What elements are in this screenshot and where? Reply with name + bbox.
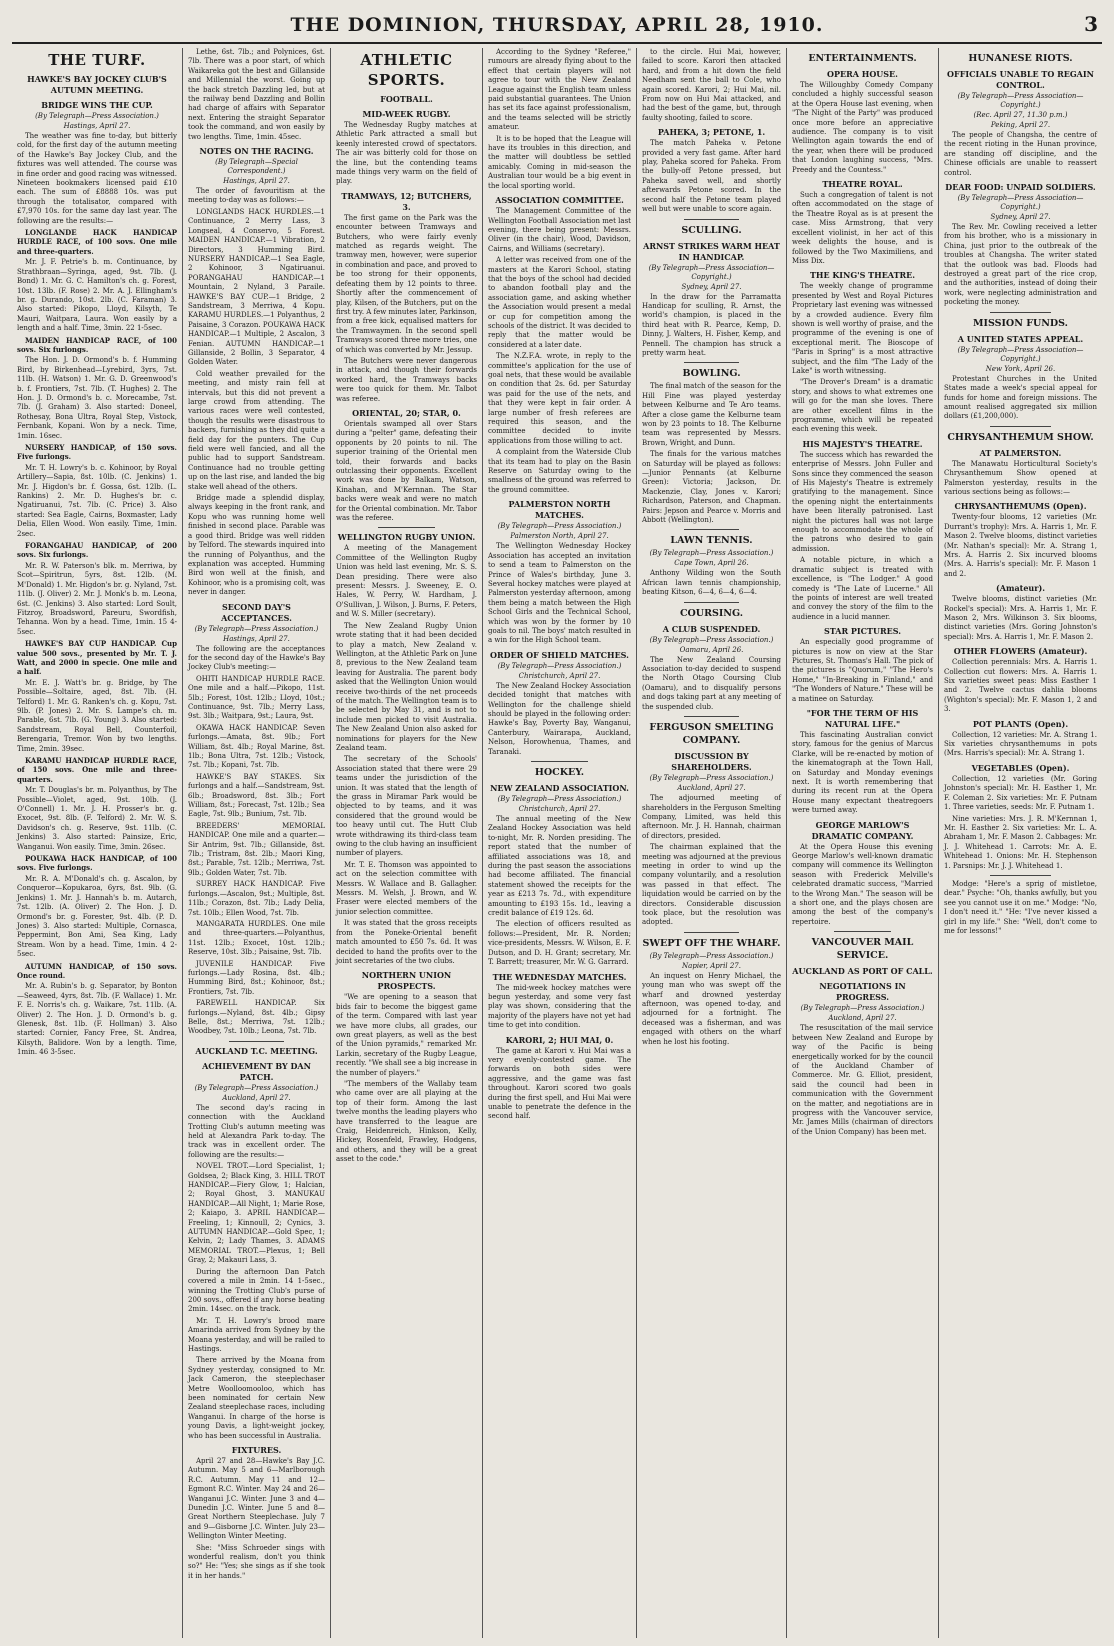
paragraph: Mr. J. F. Petrie's b. m. Continuance, by Strathbraan—Syringa, aged, 9st. 7lb. (J. Bond) 1. Mr. G. C. Hamilton's ch. g. Forest, 10st. 13lb. (F. Rose) 2. Mr. A. J. Ellingham's br. g. Durando, 10st. 2lb. (C. Faraman) 3. Also started: Pikopo, Lloyd, Kilsyth, Te Mauri, Waitpara, Laura. Won easily by a length and a half. Time, 3min. 22 1-5sec. [17,258,177,333]
article-subheading: OFFICIALS UNABLE TO REGAIN CONTROL. [947,69,1094,90]
column-7 [938,48,1102,1638]
byline: (By Telegraph—Press Association—Copyright.) [957,92,1084,109]
paragraph: Collection perennials: Mrs. A. Harris 1. Collection cut flowers: Mrs. A. Harris 1. Six varieties sweet peas: Miss Easther 1 and 2. Twelve cactus dahlia blooms (Wighton's special): Mr. F. Mason 1, 2 and 3. [944,658,1097,714]
paragraph: She: "Miss Schroeder sings with wonderful realism, don't you think so?" He: "Yes; she sings as if she took it in her hands." [188,1543,325,1580]
column-2 [182,48,330,1638]
article-subheading: DISCUSSION BY SHAREHOLDERS. [671,751,752,773]
paragraph: An especially good programme of pictures is now on view at the Star Pictures, St. Thomas's Hall. The pick of the pictures is "Quorum," "The Hero's Home," "In-Breaking in Finland," and "The Wonders of Nature." These will be a matinee on Saturday. [792,638,933,703]
paragraph: Protestant Churches in the United States made a week's special appeal for funds for home and foreign missions. The amount realised aggregated six million dollars (£1,200,000). [944,374,1097,421]
article-subheading: POT PLANTS (Open). [972,718,1069,729]
article-heading: SECOND DAY'S ACCEPTANCES. [221,601,292,623]
article-heading: THE WEDNESDAY MATCHES. [492,971,627,982]
race-title: NURSERY HANDICAP, of 150 sovs. Five furlongs. [17,443,177,462]
dateline: Auckland, April 27. [828,1014,897,1023]
paragraph: The Wellington Wednesday Hockey Association has accepted an invitation to send a team to Palmerston on the Prince of Wales's birthday, June 3. Several hockey matches were played at Palmerston yesterday afternoon, among them being a match between the High School Girls and the Technical School, which was won by the former by 10 goals to nil. The boys' match resulted in a win for the High School team. [488,542,631,645]
paragraph: The order of favouritism at the meeting to-day was as follows:— [188,187,325,205]
paragraph: OHITI HANDICAP HURDLE RACE. One mile and a half.—Pikopo, 11st. 5lb.; Forest, 10st. 12lb.; Lloyd, 10st.; Continuance, 9st. 7lb.; Merry Lass, 9st. 3lb.; Waitpara, 9st.; Laura, 9st. [188,674,325,721]
paragraph: The weather was fine to-day, but bitterly cold, for the first day of the autumn meeting of the Hawke's Bay Jockey Club, and the fixtures was well attended. The course was in fine order and good racing was witnessed. Nineteen bookmakers licensed paid £10 each. The sum of £8888 10s. was put through the totalisator, compared with £7,970 10s. for the same day last year. The following are the results:— [17,132,177,225]
dateline: Auckland, April 27. [222,1093,291,1102]
paragraph: The New Zealand Rugby Union wrote stating that it had been decided to play a match, New Zealand v. Wellington, at the Athletic Park on June 8, previous to the New Zealand team leaving for Australia. The parent body asked that the Wellington Union would receive two-thirds of the net proceeds of the match. The Wellington team is to be selected by May 31, and is not to include men picked to visit Australia. The New Zealand Union also asked for nominations for players for the New Zealand team. [336,621,477,752]
column-1 [12,48,182,1638]
paragraph: The finals for the various matches on Saturday will be played as follows:—Junior Pennants (at Kelburne Green): Victoria; Jackson, Dr. Mackenzie, Clay, Jones v. Karori; Richardson, Paterson, and Chapman. Pairs: Jepson and Pearce v. Morris and Abbott (Wellington). [642,450,781,525]
dateline: Peking, April 27. [990,121,1051,129]
divider [684,362,740,363]
dateline: New York, April 26. [985,364,1056,373]
article-heading: THEATRE ROYAL. [822,179,903,190]
article-heading: HIS MAJESTY'S THEATRE. [802,438,923,449]
article-heading: PALMERSTON NORTH MATCHES. [508,499,611,521]
paragraph: The Management Committee of the Wellington Football Association met last evening, there being present: Messrs. Oliver (in the chair), Wood, Davidson, Cairns, and Williams (secretary). [488,207,631,253]
article-heading: KARORI, 2; HUI MAI, 0. [505,1034,614,1045]
paragraph: Cold weather prevailed for the meeting, and misty rain fell at intervals, but this did not prevent a large crowd from attending. The various races were well contested, though the results were disastrous to backers, furnishing as they did quite a field day for the punters. The Cup field were well fancied, and all the public had to support Sandstream. Continuance had no trouble getting up on the last rise, and landed the big stake well ahead of the others. [188,369,325,491]
paragraph: The Butchers were never dangerous in attack, and though their forwards worked hard, the Tramways backs were too quick for them. Mr. Talbot was referee. [336,356,477,403]
paragraph: During the afternoon Dan Patch covered a mile in 2min. 14 1-5sec., winning the Trotting Club's purse of 200 sovs., offered if any horse beating 2min. 14sec. on the track. [188,1267,325,1314]
byline: (By Telegraph—Press Association.) [649,549,774,558]
article-heading: ORDER OF SHIELD MATCHES. [490,649,629,660]
paragraph: April 27 and 28—Hawke's Bay J.C. Autumn. May 5 and 6—Marlborough R.C. Autumn. May 11 and 12—Egmont R.C. Winter. May 24 and 26—Wanganui J.C. Winter. June 3 and 4—Dunedin J.C. Winter. June 5 and 8—Great Northern Steeplechase. July 7 and 9—Gisborne J.C. Winter. July 23—Wellington Winter Meeting. [188,1457,325,1541]
article-subheading: VEGETABLES (Open). [971,762,1070,773]
divider [378,527,434,528]
paragraph: An inquest on Henry Michael, the young man who was swept off the wharf and drowned yesterday afternoon, was opened to-day, and adjourned for a fortnight. The deceased was a fisherman, and was engaged with others on the wharf when he lost his footing. [642,971,781,1046]
article-subheading: NEGOTIATIONS IN PROGRESS. [819,981,906,1003]
divider [684,529,740,530]
column-5 [636,48,786,1638]
divider [990,426,1051,427]
paragraph: The Willoughby Comedy Company concluded a highly successful season at the Opera House last evening, when "The Night of the Party" was produced once more before an appreciative audience. The company is to visit Wellington again towards the end of the year, when there will be produced that London laughing success, "Mrs. Preedy and the Countess." [792,81,933,174]
paragraph: The Rev. Mr. Cowling received a letter from his brother, who is a missionary in China, just prior to the outbreak of the troubles at Changsha. The writer stated that the outlook was bad. Floods had destroyed a great part of the rice crop, and the authorities, instead of doing their work, were neglecting administration and pocketing the money. [944,223,1097,307]
byline: (By Telegraph—Press Association.) [800,1004,925,1013]
article-heading: HOCKEY. [534,767,585,778]
dateline: Auckland, April 27. [677,784,746,793]
article-heading: OPERA HOUSE. [827,69,898,79]
divider [684,602,740,603]
paragraph: The people of Changsha, the centre of the recent rioting in the Hunan province, are standing off discipline, and the Chinese officials are unable to reassert control. [944,131,1097,177]
race-title: POUKAWA HACK HANDICAP, of 100 sovs. Five furlongs. [17,854,177,873]
paragraph: The New Zealand Hockey Association decided tonight that matches with Wellington for the challenge shield should be played in the following order: Hawke's Bay, Poverty Bay, Wanganui, Canterbury, Wairarapa, Auckland, Nelson, Horowhenua, Thames, and Taranaki. [488,681,631,756]
paragraph: The Wednesday Rugby matches at Athletic Park attracted a small but keenly interested crowd of spectators. The air was bitterly cold for those on the line, but the contending teams made things very warm on the field of play. [336,121,477,186]
divider [684,219,740,220]
race-title: MAIDEN HANDICAP RACE, of 100 sovs. Six furlongs. [17,335,177,354]
paragraph: LONGLANDS HACK HURDLES.—1 Continuance, 2 Merry Lass, 3 Longseal, 4 Conservo, 5 Forest. MAIDEN HANDICAP.—1 Vibration, 2 Directors, 3 Humming Bird. NURSERY HANDICAP.—1 Sea Eagle, 2 Kohinoor, 3 Ngatiruanui. PORANGAHAU HANDICAP.—1 Mountain, 2 Nyland, 3 Paraile. HAWKE'S BAY CUP.—1 Bridge, 2 Sandstream, 3 Merriwa, 4 Kopu. KARAMU HURDLES.—1 Polyanthus, 2 Paisaine, 3 Corazon. POUKAWA HACK HANDICAP.—1 Multiple, 2 Ascalon, 3 Fenian. AUTUMN HANDICAP.—1 Gillanside, 2 Bollin, 3 Separator, 4 Golden Water. [188,207,325,367]
paragraph: HAWKE'S BAY STAKES. Six furlongs and a half.—Sandstream, 9st. 6lb.; Broadsword, 8st. 3lb.; Fort William, 8st.; Forecast, 7st. 12lb.; Sea Eagle, 7st. 9lb.; Bunium, 7st. 7lb. [188,772,325,819]
paragraph: The Hon. J. D. Ormond's b. f. Humming Bird, by Birkenhead—Lyrebird, 3yrs, 7st. 11lb. (H. Watson) 1. Mr. G. D. Greenwood's b. f. Frontiers, 7st. 7lb. (T. Hughes) 2. The Hon. J. D. Ormond's b. c. Morecambe, 7st. 7lb. (J. Graham) 3. Also started: Doneel, Rothesay, Bona Ultra, Royal Step, Vistock, Fernbank, Kopani. Won by a neck. Time, 1min. 16sec. [17,356,177,440]
paragraph: Mr. T. E. Thomson was appointed to act on the selection committee with Messrs. W. Wallace and B. Gallagher. Messrs. M. Welsh, J. Brown, and W. Fraser were elected members of the junior selection committee. [336,860,477,916]
paragraph: The N.Z.F.A. wrote, in reply to the committee's application for the use of goal nets, that these would be available on condition that 2s. 6d. per Saturday was paid for the use of the nets, and that they were kept in fair order. A large number of fresh referees are required this season, and the committee decided to invite applications from those willing to act. [488,352,631,445]
paragraph: Nine varieties: Mrs. J. R. M'Kernnan 1, Mr. H. Easther 2. Six varieties: Mr. L. A. Abraham 1, Mr. F. Mason 2. Cabbages: Mr. J. J. Whitehead 1. Carrots: Mr. A. E. Whitehead 1. Onions: Mr. H. Stephenson 1. Parsnips: Mr. J. J. Whitehead 1. [944,814,1097,870]
article-subheading: NEW ZEALAND ASSOCIATION. [490,783,629,793]
article-heading: WELLINGTON RUGBY UNION. [337,532,476,543]
article-heading: HAWKE'S BAY JOCKEY CLUB'S AUTUMN MEETING. [27,74,167,95]
paragraph: The resuscitation of the mail service between New Zealand and Europe by way of the Pacific is being energetically worked for by the council of the Auckland Chamber of Commerce. Mr. G. Elliot, president, said the council had been in communication with the Government on the matter, and negotiations are in progress with the Vancouver service, Mr. James Mills (chairman of directors of the Union Company) has been met. [792,1024,933,1136]
divider [834,931,890,932]
byline: (By Telegraph—Special Correspondent.) [215,158,298,176]
article-heading: ORIENTAL, 20; STAR, 0. [352,407,461,418]
byline: (By Telegraph—Press Association.) [35,112,159,120]
columns [12,48,1102,1638]
divider [684,716,740,717]
paragraph: The weekly change of programme presented by West and Royal Pictures Proprietary last evening was witnessed by a crowded audience. Every film shown is well worthy of praise, and the programme of the evening is one of exceptional merit. The Bioscope of "Paris in Spring" is a most attractive subject, and the film "The Lady of the Lake" is worth witnessing. [792,282,933,375]
paragraph: The second day's racing in connection with the Auckland Trotting Club's autumn meeting was held at Alexandra Park to-day. The track was in excellent order. The following are the results:— [188,1103,325,1159]
column-6 [786,48,938,1638]
paragraph: A notable picture, in which a dramatic subject is treated with excellence, is "The Lodger." A good comedy is "The Late of Lucerne." All the points of interest are well treated and convey the story of the film to the audience in a lucid manner. [792,556,933,621]
article-heading: FIXTURES. [231,1445,282,1455]
article-heading: PAHEKA, 3; PETONE, 1. [657,127,766,138]
article-heading: BOWLING. [682,368,741,380]
paragraph: The chairman explained that the meeting was adjourned at the previous meeting in order to wind up the company voluntarily, and a resolution was passed in that effect. The liquidation would be carried on by the directors. Considerable discussion took place, but the resolution was adopted. [642,843,781,927]
paragraph: Such a congregation of talent is not often accommodated on the stage of the Theatre Royal as is at present the case. Miss Armstrong, that very excellent violinist, in her act of this week delights the house, and is followed by the Two Maximiliens, and Miss Dix. [792,191,933,265]
paragraph: Mr. E. J. Watt's br. g. Bridge, by The Possible—Soltaire, aged, 8st. 7lb. (H. Telford) 1. Mr. G. Ranken's ch. g. Kopu, 7st. 9lb. (P. Jones) 2. Mr. S. Lampe's ch. m. Parable, 6st. 7lb. (G. Young) 3. Also started: Sandstream, Royal Bell, Counterfoil, Berengaria, Tremor. Won by two lengths. Time, 2min. 39sec. [17,678,177,753]
paragraph: "We are opening to a season that bids fair to become the biggest game of the term. Compared with last year we have more clubs, all grades, our own great players, as well as the best of the Union pyramids," remarked Mr. Larkin, secretary of the Rugby League, recently. "We shall see a big increase in the number of players." [336,993,477,1077]
paragraph: Orientals swamped all over Stars during a "pelter" game, defeating their opponents by 20 points to nil. The superior training of the Oriental men told, their forwards and backs outclassing their opponents. Excellent work was done by Balkam, Watson, Kinahan, and M'Kernnan. The Star backs were weak and were no match for the Oriental combination. Mr. Tabor was the referee. [336,419,477,523]
article-heading: FOOTBALL. [380,94,433,104]
paragraph: This fascinating Australian convict story, famous for the genius of Marcus Clarke, will be re-enacted by motion of the kinematograph at the Town Hall, on Saturday and Monday evenings next. It is worth remembering that during its recent run at the Opera House many expectant theatregoers were turned away. [792,730,933,815]
paragraph: Lethe, 6st. 7lb.; and Polynices, 6st. 7lb. There was a poor start, of which Waikareka got the best and Gillanside and Millennial the worst. Going up the back stretch Dazzling led, but at the railway bend Dazzling and Bollin had charge of affairs with Separator next. Entering the straight Separator took the command, and won easily by two lengths. Time, 1min. 45sec. [188,48,325,141]
paragraph: The adjourned meeting of shareholders in the Ferguson Smelting Company, Limited, was held this afternoon. Mr. J. H. Hannah, chairman of directors, presided. [642,794,781,840]
race-title: FORANGAHAU HANDICAP, of 200 sovs. Six furlongs. [17,541,177,560]
article-heading: MISSION FUNDS. [973,317,1068,329]
paragraph: The secretary of the Schools' Association stated that there were 29 teams under the jurisdiction of the union. It was stated that the length of the grass in Miramar Park would be objected to by teams, and it was considered that the ground would be too heavy until cut. The Hutt Club wrote withdrawing its third-class team owing to the club having an insufficient number of players. [336,755,477,858]
dateline: Christchurch, April 27. [518,671,601,680]
paragraph: The game at Karori v. Hui Mai was a very evenly-contested game. The forwards on both sides were aggressive, and the game was fast throughout. Karori scored two goals during the first spell, and Hui Mai were unable to penetrate the defence in the second half. [488,1046,631,1121]
paragraph: Mr. T. Douglas's br. m. Polyanthus, by The Possible—Violet, aged, 9st. 10lb. (J. O'Connell) 1. Mr. J. H. Prosser's br. g. Exocet, 9st. 8lb. (F. Telford) 2. Mr. W. S. Davidson's ch. g. Reserve, 9st. 11lb. (C. Jenkins) 3. Also started: Painsize, Eric, Wanganui. Won easily. Time, 3min. 26sec. [17,786,177,851]
article-subheading: A CLUB SUSPENDED. [662,623,761,634]
byline: (By Telegraph—Press Association.) [649,635,774,644]
article-heading: ASSOCIATION COMMITTEE. [495,195,624,206]
dateline: Palmerston North, April 27. [510,532,609,541]
paragraph: There arrived by the Moana from Sydney yesterday, consigned to Mr. Jack Cameron, the steeplechaser Metre Woolloomooloo, which has been nominated for certain New Zealand steeplechase races, including Wanganui. In charge of the horse is young Davis, a light-weight jockey, who has been successful in Australia. [188,1356,325,1440]
article-heading: THE KING'S THEATRE. [809,270,916,281]
byline: (By Telegraph—Press Association—Copyright.) [957,194,1084,212]
paragraph: The election of officers resulted as follows:—President, Mr. R. Norden; vice-presidents, Messrs. W. Wilson, E. F. Dutson, and D. H. Grant; secretary, Mr. T. Barrett; treasurer, Mr. W. G. Garrard. [488,920,631,967]
paragraph: Twenty-four blooms, 12 varieties (Mr. Durrant's trophy): Mrs. A. Harris 1, Mr. F. Mason 2. Twelve blooms, distinct varieties (Mr. Nathan's special): Mr. A. Strang 1, Mrs. A. Harris 2. Six incurved blooms (Mrs. A. Harris's special): Mr. F. Mason 1 and 2. [944,513,1097,578]
paragraph: "The members of the Wallaby team who came over are all playing at the top of their form. Among the last twelve months the leading players who have transferred to the league are Craig, Heidenreich, Hinkson, Kelly, Hickey, Rosenfeld, Frawley, Hodgens, and others, and they will be a great asset to the code." [336,1079,477,1164]
race-title: KARAMU HANDICAP HURDLE RACE, of 150 sovs. One mile and three-quarters. [17,756,177,784]
divider [229,1041,284,1042]
article-subheading: AT PALMERSTON. [979,447,1062,458]
byline: (By Telegraph—Press Association.) [497,522,622,531]
byline: (By Telegraph—Press Association—Copyright.) [957,345,1084,363]
article-heading: "FOR THE TERM OF HIS NATURAL LIFE." [806,707,919,729]
paragraph: According to the Sydney "Referee," rumours are already flying about to the effect that certain players will not agree to tour with the New Zealand League against the English team unless paid substantial guarantees. The Union has set its face against professionalism, and the teams selected will be strictly amateur. [488,48,631,132]
article-heading: FERGUSON SMELTING COMPANY. [649,722,774,747]
paragraph: The Manawatu Horticultural Society's Chrysanthemum Show opened at Palmerston yesterday, results in the various sections being as follows:— [944,459,1097,496]
paragraph: NOVEL TROT.—Lord Specialist, 1; Goldsea, 2; Black King, 3. HILL TROT HANDICAP.—Fiery Glow, 1; Halcian, 2; Royal Ghost, 3. MANUKAU HANDICAP.—All Night, 1; Marie Rose, 2; Kaiapo, 3. APRIL HANDICAP.—Freeling, 1; Kinnoull, 2; Cynics, 3. AUTUMN HANDICAP.—Gold Spec, 1; Kelvin, 2; Lady Thames, 3. ADAMS MEMORIAL TROT.—Plexus, 1; Bell Gray, 2; Makauri Lass, 3. [188,1162,325,1265]
dateline: Hastings, April 27. [223,177,290,186]
paragraph: The mid-week hockey matches were begun yesterday, and some very fast play was shown, considering that the majority of the players have not yet had time to get into condition. [488,983,631,1030]
article-subheading: ACHIEVEMENT BY DAN PATCH. [202,1060,311,1082]
divider [990,875,1051,876]
article-heading: LAWN TENNIS. [670,535,753,547]
dateline: (Rec. April 27, 11.30 p.m.) [973,111,1068,119]
paragraph: Twelve blooms, distinct varieties (Mr. Rockel's special): Mrs. A. Harris 1, Mr. F. Mason 2, Mrs. Wilkinson 3. Six blooms, distinct varieties (Mrs. Goring Johnston's special): Mrs. A. Harris 1, Mr. F. Mason 2. [944,595,1097,641]
dateline: Hastings, April 27. [63,122,131,130]
dateline: Cape Town, April 26. [674,559,749,568]
dateline: Sydney, April 27. [681,282,742,291]
byline: (By Telegraph—Press Association.) [497,795,622,803]
article-heading: DEAR FOOD: UNPAID SOLDIERS. [945,182,1096,193]
paragraph: SURREY HACK HANDICAP. Five furlongs.—Ascalon, 9st.; Multiple, 8st. 11lb.; Corazon, 8st. 7lb.; Lady Delia, 7st. 10lb.; Ellen Wood, 7st. 7lb. [188,880,325,917]
paragraph: At the Opera House this evening George Marlow's well-known dramatic company will commence its Wellington season with Frederick Melville's celebrated dramatic success, "Married to the Wrong Man." The season will be a short one, and the plays chosen are among the best of the company's repertoire. [792,842,933,926]
paragraph: Mr. R. A. M'Donald's ch. g. Ascalon, by Conqueror—Kopukaroa, 6yrs, 8st. 9lb. (G. Jenkins) 1. Mr. J. Hannah's b. m. Autarch, 7st. 12lb. (A. Oliver) 2. The Hon. J. D. Ormond's br. g. Forester, 9st. 4lb. (P. D. Jones) 3. Also started: Multiple, Cornasca, Peppermint, Bon Ami, Sea King, Lady Stream. Won by a head. Time, 1min. 4 2-5sec. [17,874,177,959]
paragraph: A meeting of the Management Committee of the Wellington Rugby Union was held last evening, Mr. S. S. Dean presiding. There were also present: Messrs. J. Sweeney, E. O. Hales, W. Perry, W. Hardham, J. O'Sullivan, J. Wilson, J. Burns, F. Peters, and W. S. Miller (secretary). [336,544,477,619]
paragraph: Anthony Wilding won the South African lawn tennis championship, beating Kitson, 6—4, 6—4, 6—4. [642,569,781,597]
paragraph: It is to be hoped that the League will have its troubles in this direction, and the matter will doubtless be settled amicably. Coming in mid-season the Australian tour would be a big event in the local sporting world. [488,134,631,190]
paragraph: Mr. A. Rubin's b. g. Separator, by Bonton—Seaweed, 4yrs, 8st. 7lb. (F. Wallace) 1. Mr. F. E. Norris's ch. g. Waikare, 7st. 11lb. (A. Oliver) 2. The Hon. J. D. Ormond's b. g. Glenesk, 8st. 1lb. (F. Hollman) 3. Also started: Cornier, Fancy Free, St. Andrea, Kilsyth, Balidore. Won by a length. Time, 1min. 46 3-5sec. [17,982,177,1057]
section-heading: THE TURF. [48,51,146,69]
page-number: 3 [1084,12,1098,36]
paragraph: OKAWA HACK HANDICAP. Seven furlongs.—Amata, 8st. 9lb.; Fort William, 8st. 4lb.; Royal Marine, 8st. 1lb.; Bona Ultra, 7st. 12lb.; Vistock, 7st. 7lb.; Kopani, 7st. 7lb. [188,723,325,770]
article-subheading: ARNST STRIKES WARM HEAT IN HANDICAP. [643,240,780,262]
paragraph: The annual meeting of the New Zealand Hockey Association was held to-night, Mr. R. Norden presiding. The report stated that the number of affiliated associations was 18, and during the past season the associations had become affiliated. The financial statement showed the receipts for the year as £213 7s. 7d., with expenditure amounting to £193 15s. 1d., leaving a credit balance of £19 12s. 6d. [488,815,631,918]
paragraph: The match Paheka v. Petone provided a very fast game. After hard play, Paheka scored for Paheka. From the bully-off Petone pressed, but Paheka saved well, and shortly afterwards Petone scored. In the second half the Petone team played well but were unable to score again. [642,139,781,214]
column-4 [482,48,636,1638]
paragraph: A letter was received from one of the masters at the Karori School, stating that the boys of the school had decided to abandon football play and the association game, and asking whether the Association would present a medal or cup for competition among the schools of the district. It was decided to reply that the matter would be considered at a later date. [488,256,631,349]
byline: (By Telegraph—Press Association.) [194,624,319,633]
dateline: Napier, April 27. [682,961,741,970]
paragraph: The final match of the season for the Hill Fine was played yesterday between Kelburne and Te Aro teams. After a close game the Kelburne team won by 23 points to 18. The Kelburne team was represented by Messrs. Brown, Wright, and Dunn. [642,382,781,447]
article-subheading: AUCKLAND AS PORT OF CALL. [792,966,933,977]
paragraph: to the circle. Hui Mai, however, failed to score. Karori then attacked hard, and from a hit down the field Needham sent the ball to Cole, who again scored. Karori, 2; Hui Mai, nil. From now on Hui Mai attacked, and had the best of the game, but, through faulty shooting, failed to score. [642,48,781,122]
paragraph: It was stated that the gross receipts from the Poneke-Oriental benefit match amounted to £50 7s. 6d. It was decided to hand the profits over to the joint secretaries of the two clubs. [336,919,477,965]
article-subheading: CHRYSANTHEMUMS (Open). [954,501,1087,512]
dateline: Christchurch, April 27. [518,805,601,813]
byline: (By Telegraph—Press Association—Copyright.) [648,263,775,281]
byline: (By Telegraph—Press Association.) [194,1083,319,1092]
article-heading: NORTHERN UNION PROSPECTS. [361,970,452,992]
race-title: AUTUMN HANDICAP, of 150 sovs. Once round. [17,961,177,980]
masthead [12,8,1102,44]
article-subheading: A UNITED STATES APPEAL. [957,333,1084,344]
article-heading: SWEPT OFF THE WHARF. [642,937,781,949]
race-title: HAWKE'S BAY CUP HANDICAP. Cup value 500 sovs., presented by Mr. T. J. Watt, and 2000 in specie. One mile and a half. [17,639,177,677]
newspaper-title: THE DOMINION, THURSDAY, APRIL 28, 1910. [290,14,824,36]
section-heading: ATHLETIC SPORTS. [360,51,453,89]
paragraph: BREEDERS' MEMORIAL HANDICAP. One mile and a quarter.—Sir Antrim, 9st. 7lb.; Gillanside, 8st. 7lb.; Tristram, 8st. 2lb.; Maori King, 8st.; Parable, 7st. 12lb.; Merriwa, 7st. 9lb.; Golden Water, 7st. 7lb. [188,821,325,877]
dateline: Sydney, April 27. [990,213,1051,222]
byline: (By Telegraph—Press Association.) [649,774,774,783]
divider [684,932,740,933]
article-heading: VANCOUVER MAIL SERVICE. [811,937,914,962]
article-subheading: (Amateur). [995,583,1046,594]
byline: (By Telegraph—Press Association.) [649,951,774,960]
paragraph: Modge: "Here's a sprig of mistletoe, dear." Psyche: "Oh, thanks awfully, but you see you cannot use it on me." Modge: "No, I don't need it." "He: "I've never kissed a girl in my life." She: "Well, don't come to me for lessons!" [944,879,1097,935]
paragraph: The success which has rewarded the enterprise of Messrs. John Fuller and Sons since they commenced the season of His Majesty's Theatre is extremely gratifying to the management. Since the opening night the entertainments have been literally patronised. Last night the pictures hall was not large enough to accommodate the whole of the patrons who desired to gain admission. [792,450,933,553]
article-heading: SCULLING. [681,224,742,236]
article-heading: HUNANESE RIOTS. [968,53,1073,64]
paragraph: Mr. T. H. Lowry's brood mare Amarinda arrived from Sydney by the Moana yesterday, and will be railed to Hastings. [188,1316,325,1353]
article-subheading: MID-WEEK RUGBY. [362,109,451,119]
paragraph: In the draw for the Parramatta Handicap for sculling, R. Arnst, the world's champion, is placed in the third heat with R. Pearce, Kemp, D. Dinny, J. Walters, H. Fisher, Kemp, and Pennell. The champion has struck a pretty warm heat. [642,292,781,357]
article-heading: NOTES ON THE RACING. [199,146,314,157]
article-heading: STAR PICTURES. [823,626,901,637]
article-heading: AUCKLAND T.C. MEETING. [195,1045,318,1056]
paragraph: Mr. R. W. Paterson's blk. m. Merriwa, by Scot—Spiritrun, 5yrs, 8st. 12lb. (M. M'Donald) 1. Mr. Higdon's br. g. Nyland, 7st. 11lb. (J. Oliver) 2. Mr. J. Monk's b. m. Leona, 6st. (C. Jenkins) 3. Also started: Lord Soult, Fitzroy, Broadsword, Pareuru, Swordfish, Tehanna. Won by a head. Time, 1min. 15 4-5sec. [17,561,177,636]
article-subheading: OTHER FLOWERS (Amateur). [953,646,1088,657]
article-heading: GEORGE MARLOW'S DRAMATIC COMPANY. [811,819,914,841]
divider [531,761,588,762]
paragraph: JUVENILE HANDICAP. Five furlongs.—Lady Rosina, 8st. 4lb.; Humming Bird, 8st.; Kohinoor, 8st.; Frontiers, 7st. 7lb. [188,959,325,996]
section-heading: ENTERTAINMENTS. [808,53,917,64]
paragraph: Bridge made a splendid display, always keeping in the front rank, and Kopu who was running home well finished in second place. Parable was a good third. Bridge was well ridden by Telford. The stewards inquired into the running of Polyanthus, and the explanation was accepted. Humming Bird won well at the finish, and Kohinoor, who is a promising colt, was never in danger. [188,494,325,597]
paragraph: MANGARATA HURDLES. One mile and three-quarters.—Polyanthus, 11st. 12lb.; Exocet, 10st. 12lb.; Reserve, 10st. 3lb.; Paisaine, 9st. 7lb. [188,919,325,957]
byline: (By Telegraph—Press Association.) [497,661,622,670]
article-heading: COURSING. [679,607,744,619]
column-3 [330,48,482,1638]
dateline: Hastings, April 27. [223,634,290,643]
article-heading: TRAMWAYS, 12; BUTCHERS, 3. [341,190,472,212]
paragraph: Collection, 12 varieties: Mr. A. Strang 1. Six varieties chrysanthemums in pots (Mrs. Harris's special): Mr. A. Strang 1. [944,730,1097,758]
paragraph: The following are the acceptances for the second day of the Hawke's Bay Jockey Club's meeting:— [188,644,325,672]
divider [990,312,1051,313]
paragraph: Collection, 12 varieties (Mr. Goring Johnston's special): Mr. H. Easther 1, Mr. F. Coleman 2. Six varieties: Mr. F. Putnam 1. Three varieties, seeds: Mr. F. Putnam 1. [944,774,1097,812]
paragraph: FAREWELL HANDICAP. Six furlongs.—Nyland, 8st. 4lb.; Gipsy Belle, 8st.; Merriwa, 7st. 12lb.; Woodbey, 7st. 10lb.; Leona, 7st. 7lb. [188,999,325,1036]
article-heading: CHRYSANTHEMUM SHOW. [947,431,1094,443]
paragraph: Mr. T. H. Lowry's b. c. Kohinoor, by Royal Artillery—Sapia, 8st. 10lb. (C. Jenkins) 1. Mr. J. Higdon's br. f. Gossa, 6st. 12lb. (L. Rankins) 2. Mr. D. Hughes's br. c. Ngatiruanui, 7st. 7lb. (C. Price) 3. Also started: Sea Eagle, Cairns, Boxmaster, Lady Delia, Ellen Wood. Won easily. Time, 1min. 2sec. [17,463,177,538]
dateline: Oamaru, April 26. [679,645,744,654]
race-title: LONGLANDE HACK HANDICAP HURDLE RACE, of 100 sovs. One mile and three-quarters. [17,228,177,256]
paragraph: "The Drover's Dream" is a dramatic story, and shows to what extremes one will go for the man she loves. There are other excellent films in the programme, which will be repeated each evening this week. [792,378,933,434]
article-subheading: BRIDGE WINS THE CUP. [41,100,153,110]
paragraph: The New Zealand Coursing Association to-day decided to suspend the North Otago Coursing Club (Oamaru), and to disqualify persons and dogs taking part at any meeting of the suspended club. [642,655,781,711]
paragraph: A complaint from the Waterside Club that its team had to play on the Basin Reserve on Saturday owing to the smallness of the ground was referred to the ground committee. [488,448,631,494]
paragraph: The first game on the Park was the encounter between Tramways and Butchers, who were fairly evenly matched as regards weight. The tramway men, however, were superior in combination and pace, and proved to be too strong for their opponents, defeating them by 12 points to three. Shortly after the commencement of play, Kilsen, of the Butchers, put on the first try. A few minutes later, Parkinson, from a free kick, equalised matters for the Tramwaymen. In the second spell Tramways scored three more tries, one of which was converted by Mr. Jessup. [336,213,478,354]
